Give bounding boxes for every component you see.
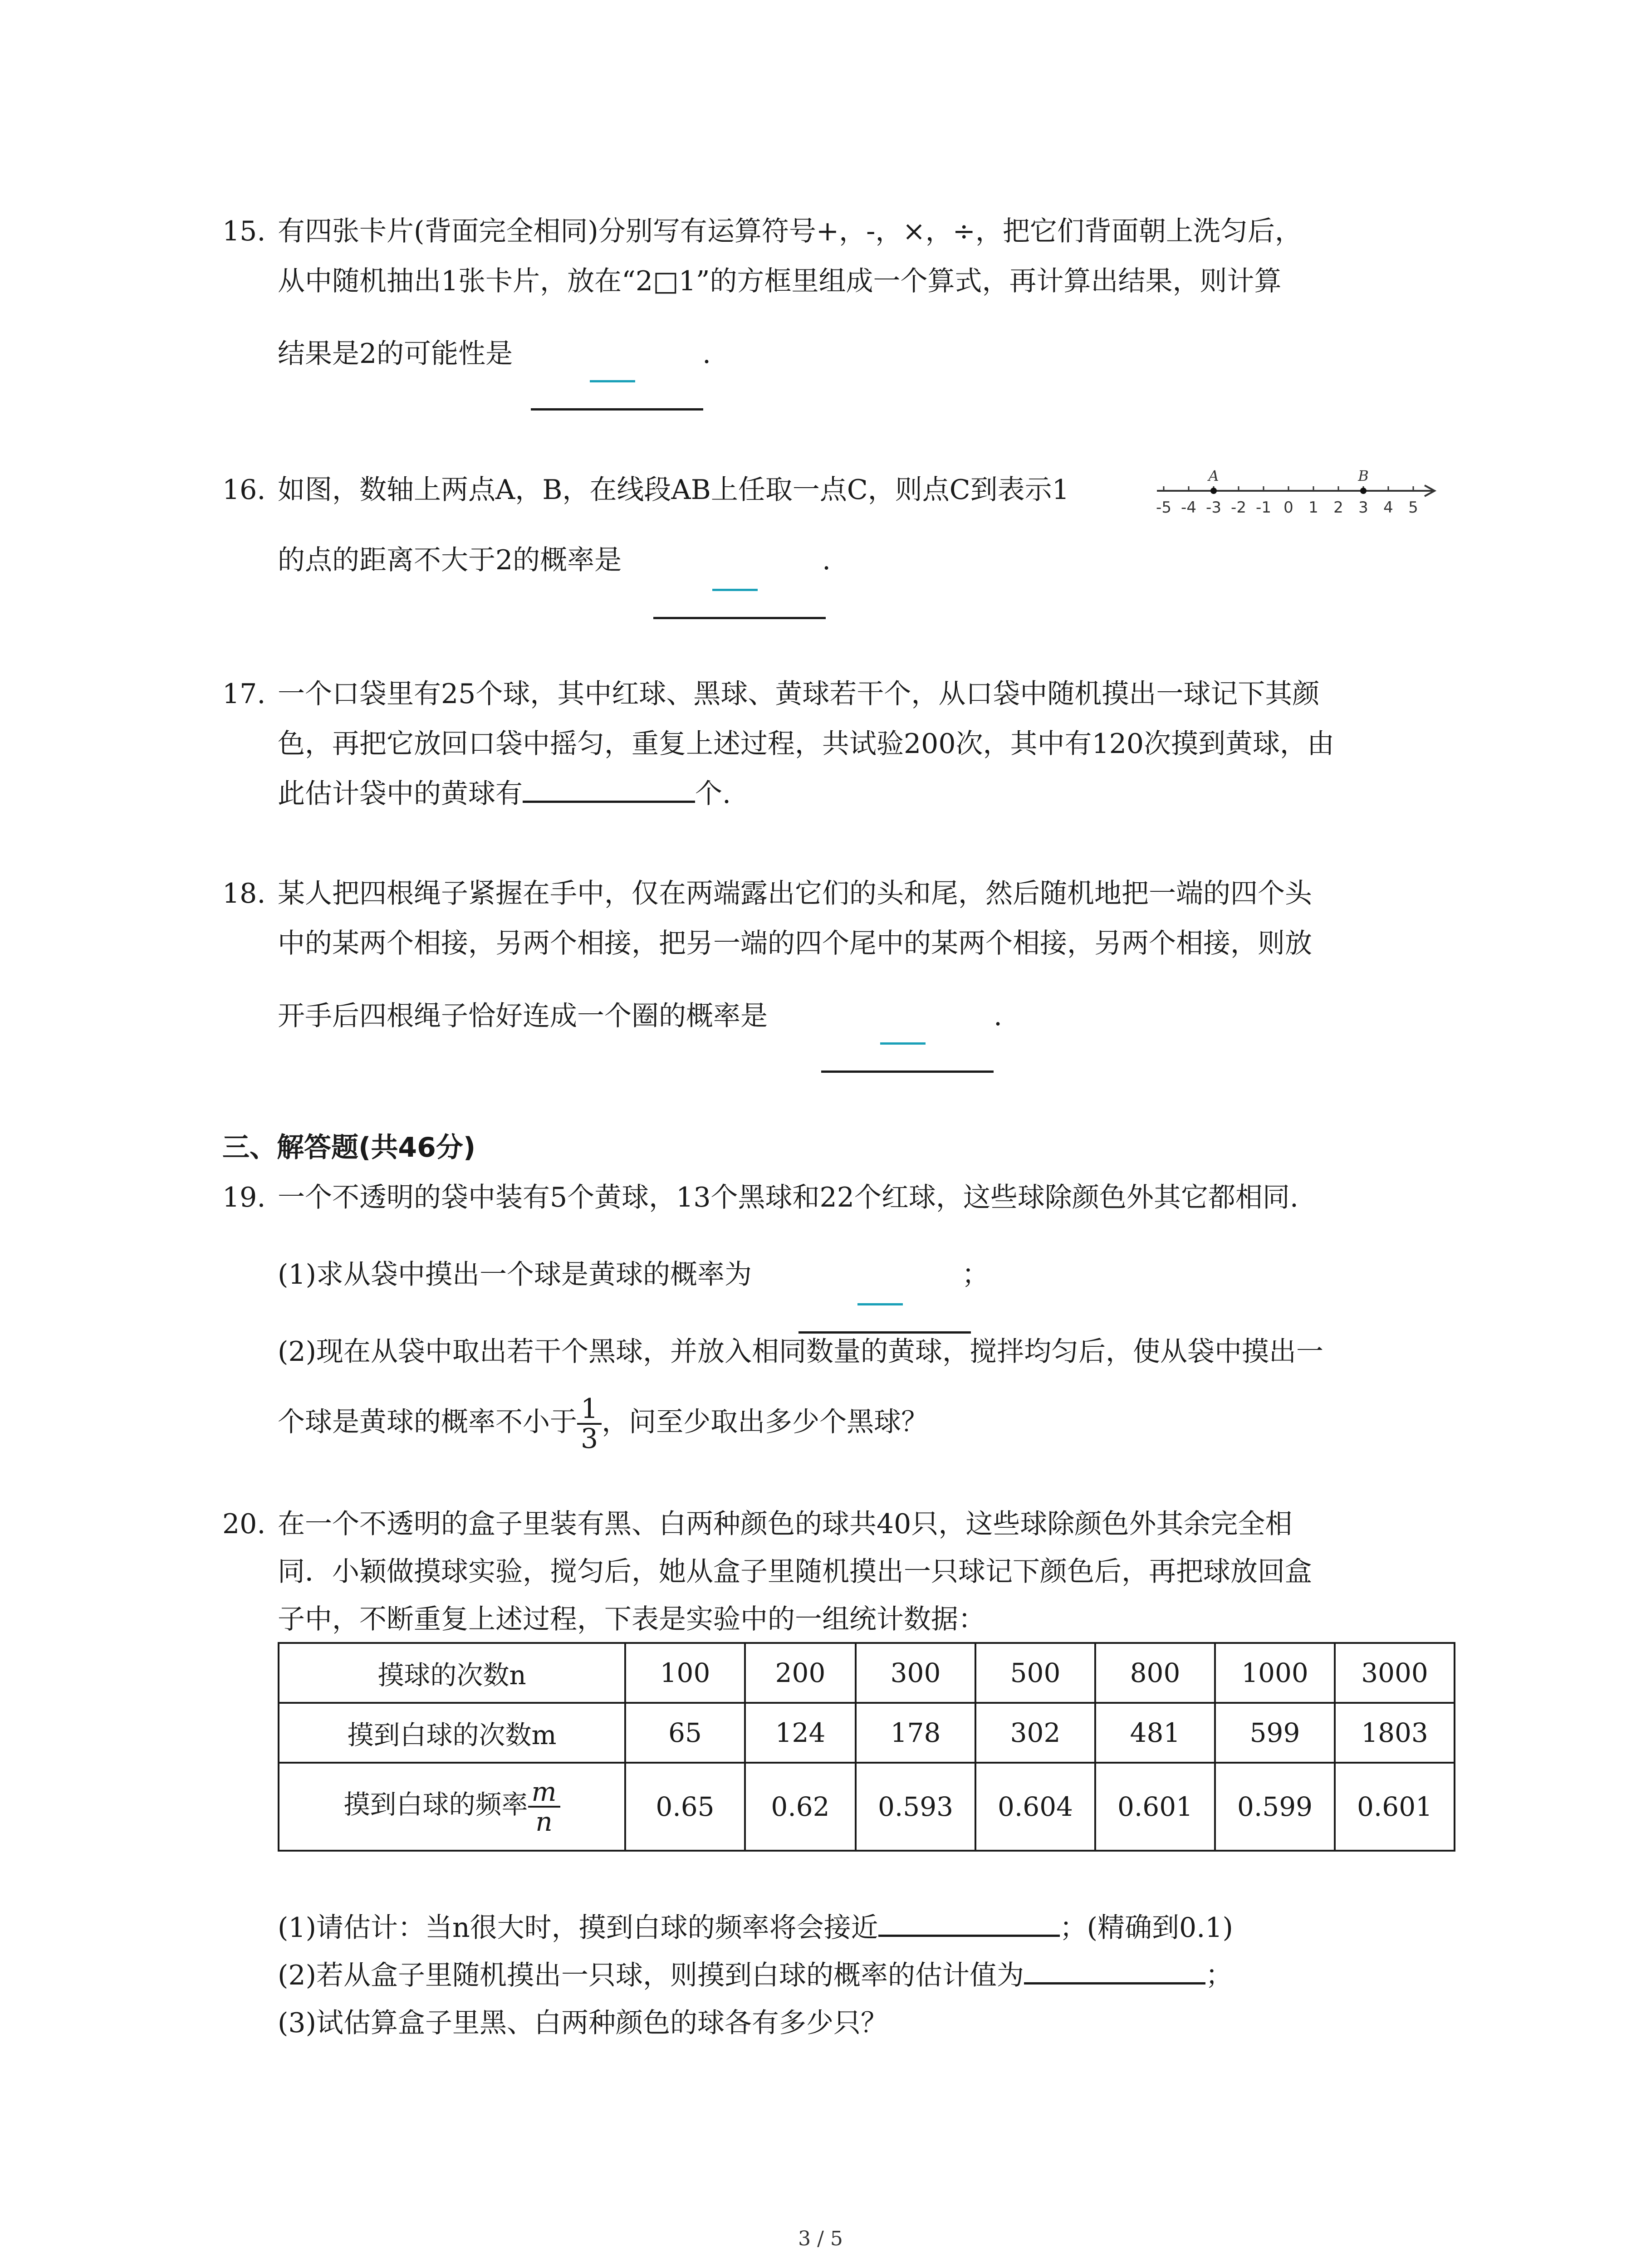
fraction-bar-placeholder — [590, 380, 635, 382]
table-row-white-count — [279, 1703, 1455, 1763]
table-header-cell: 摸到白球的次数m — [279, 1703, 625, 1763]
table-cell: 1803 — [1335, 1703, 1455, 1763]
table-cell: 65 — [625, 1703, 745, 1763]
point-a-dot — [1210, 488, 1217, 494]
axis-tick-label: 0 — [1283, 499, 1293, 517]
axis-tick-label: -2 — [1231, 499, 1246, 517]
q20-part2-answer-blank[interactable] — [1024, 1978, 1205, 1984]
q17-text-3 — [278, 776, 731, 812]
table-cell: 300 — [856, 1643, 975, 1703]
number-line-figure — [1152, 458, 1443, 526]
section-heading-text: 三、解答题(共46分) — [222, 1132, 476, 1163]
axis-tick-label: 5 — [1408, 499, 1418, 517]
page-number: 3 / 5 — [798, 2227, 843, 2250]
table-header-cell — [279, 1763, 625, 1851]
q15-period: . — [702, 338, 711, 370]
q15-text-3: 结果是2的可能性是 — [278, 338, 513, 370]
q19-part1-end: ； — [962, 1259, 989, 1290]
q19-part2-text-2a: 个球是黄球的概率不小于 — [278, 1406, 577, 1438]
q17-text-1: 一个口袋里有25个球，其中红球、黑球、黄球若干个，从口袋中随机摸出一球记下其颜 — [278, 678, 1320, 710]
table-cell: 0.601 — [1095, 1763, 1215, 1851]
table-row-frequency — [279, 1763, 1455, 1851]
table-cell: 302 — [975, 1703, 1095, 1763]
table-cell: 0.62 — [745, 1763, 856, 1851]
q15-text-1: 有四张卡片(背面完全相同)分别写有运算符号+，-，×，÷，把它们背面朝上洗匀后， — [278, 215, 1302, 247]
table-header-cell: 摸球的次数n — [279, 1643, 625, 1703]
q18-text-2: 中的某两个相接，另两个相接，把另一端的四个尾中的某两个相接，另两个相接，则放 — [278, 928, 1312, 959]
point-b-label: B — [1358, 467, 1369, 484]
table-cell: 0.601 — [1335, 1763, 1455, 1851]
table-row-trials — [279, 1643, 1455, 1703]
q20-part1-text — [278, 1910, 1233, 1946]
fraction-denominator: 3 — [581, 1423, 598, 1455]
q19-part1-text: (1)求从袋中摸出一个球是黄球的概率为 — [278, 1259, 752, 1290]
fraction-one-third — [577, 1395, 602, 1453]
table-cell: 178 — [856, 1703, 975, 1763]
fraction-bar-placeholder — [880, 1042, 926, 1045]
table-cell: 0.599 — [1215, 1763, 1335, 1851]
point-a-label: A — [1208, 467, 1219, 484]
q17-answer-blank[interactable] — [523, 796, 695, 803]
point-b-dot — [1360, 488, 1367, 494]
table-cell: 1000 — [1215, 1643, 1335, 1703]
axis-tick-label: 4 — [1383, 499, 1393, 517]
answer-underline — [531, 408, 703, 411]
q18-number: 18. — [222, 878, 266, 909]
experiment-table — [278, 1642, 1455, 1852]
q20-part2-text-b: ； — [1205, 1960, 1233, 1991]
q20-text-1: 在一个不透明的盒子里装有黑、白两种颜色的球共40只，这些球除颜色外其余完全相 — [278, 1508, 1293, 1540]
q20-part2-text-a: (2)若从盒子里随机摸出一只球，则摸到白球的概率的估计值为 — [278, 1960, 1024, 1991]
q16-number: 16. — [222, 474, 266, 506]
q17-text-3a: 此估计袋中的黄球有 — [278, 778, 523, 810]
table-cell: 500 — [975, 1643, 1095, 1703]
table-cell: 599 — [1215, 1703, 1335, 1763]
q20-part2-text — [278, 1957, 1233, 1994]
q15-text-2: 从中随机抽出1张卡片，放在“2□1”的方框里组成一个算式，再计算出结果，则计算 — [278, 265, 1282, 297]
table-cell: 124 — [745, 1703, 856, 1763]
answer-underline — [821, 1070, 994, 1073]
axis-tick-label: 2 — [1333, 499, 1343, 517]
table-cell: 0.593 — [856, 1763, 975, 1851]
axis-tick-label: 1 — [1308, 499, 1318, 517]
q16-text-2: 的点的距离不大于2的概率是 — [278, 544, 622, 576]
fraction-bar-placeholder — [857, 1303, 903, 1305]
axis-tick-label: -5 — [1156, 499, 1171, 517]
fraction-numerator: 1 — [577, 1395, 602, 1425]
table-cell: 800 — [1095, 1643, 1215, 1703]
q15-number: 15. — [222, 215, 266, 247]
answer-underline — [653, 617, 826, 619]
table-cell: 0.604 — [975, 1763, 1095, 1851]
q20-part3-text: (3)试估算盒子里黑、白两种颜色的球各有多少只？ — [278, 2007, 888, 2039]
table-cell: 100 — [625, 1643, 745, 1703]
q17-text-3b: 个. — [695, 778, 731, 810]
q18-text-3: 开手后四根绳子恰好连成一个圈的概率是 — [278, 1000, 768, 1032]
axis-tick-label: -3 — [1206, 499, 1221, 517]
q16-period: . — [822, 544, 831, 576]
q17-number: 17. — [222, 678, 266, 710]
q16-text-1: 如图，数轴上两点A，B，在线段AB上任取一点C，则点C到表示1 — [278, 474, 1069, 506]
axis-tick-label: -4 — [1181, 499, 1196, 517]
table-cell: 481 — [1095, 1703, 1215, 1763]
fraction-m-over-n — [528, 1778, 560, 1836]
q18-text-1: 某人把四根绳子紧握在手中，仅在两端露出它们的头和尾，然后随机地把一端的四个头 — [278, 878, 1312, 909]
frequency-label: 摸到白球的频率 — [343, 1789, 528, 1820]
q17-text-2: 色，再把它放回口袋中摇匀，重复上述过程，共试验200次，其中有120次摸到黄球，由 — [278, 728, 1335, 760]
q20-text-2: 同．小颖做摸球实验，搅匀后，她从盒子里随机摸出一只球记下颜色后，再把球放回盒 — [278, 1556, 1312, 1588]
axis-tick-labels — [1156, 499, 1418, 517]
q19-number: 19. — [222, 1182, 266, 1213]
q19-part2-text-2 — [278, 1388, 928, 1456]
q20-part1-text-b: ；(精确到0.1) — [1059, 1912, 1233, 1944]
fraction-numerator: m — [528, 1778, 560, 1808]
q19-text-1: 一个不透明的袋中装有5个黄球，13个黑球和22个红球，这些球除颜色外其它都相同. — [278, 1182, 1298, 1213]
axis-tick-label: -1 — [1256, 499, 1271, 517]
table-cell: 3000 — [1335, 1643, 1455, 1703]
q20-number: 20. — [222, 1508, 266, 1540]
q20-text-3: 子中，不断重复上述过程，下表是实验中的一组统计数据： — [278, 1603, 985, 1635]
table-cell: 200 — [745, 1643, 856, 1703]
fraction-bar-placeholder — [712, 589, 758, 591]
q20-part1-answer-blank[interactable] — [878, 1930, 1060, 1937]
fraction-denominator: n — [535, 1806, 553, 1837]
q18-period: . — [994, 1000, 1003, 1032]
axis-tick-label: 3 — [1358, 499, 1368, 517]
q20-part1-text-a: (1)请估计：当n很大时，摸到白球的频率将会接近 — [278, 1912, 878, 1944]
q19-part2-text-1: (2)现在从袋中取出若干个黑球，并放入相同数量的黄球，搅拌均匀后，使从袋中摸出一 — [278, 1336, 1323, 1368]
q19-part2-text-2b: ，问至少取出多少个黑球？ — [602, 1406, 929, 1438]
table-cell: 0.65 — [625, 1763, 745, 1851]
